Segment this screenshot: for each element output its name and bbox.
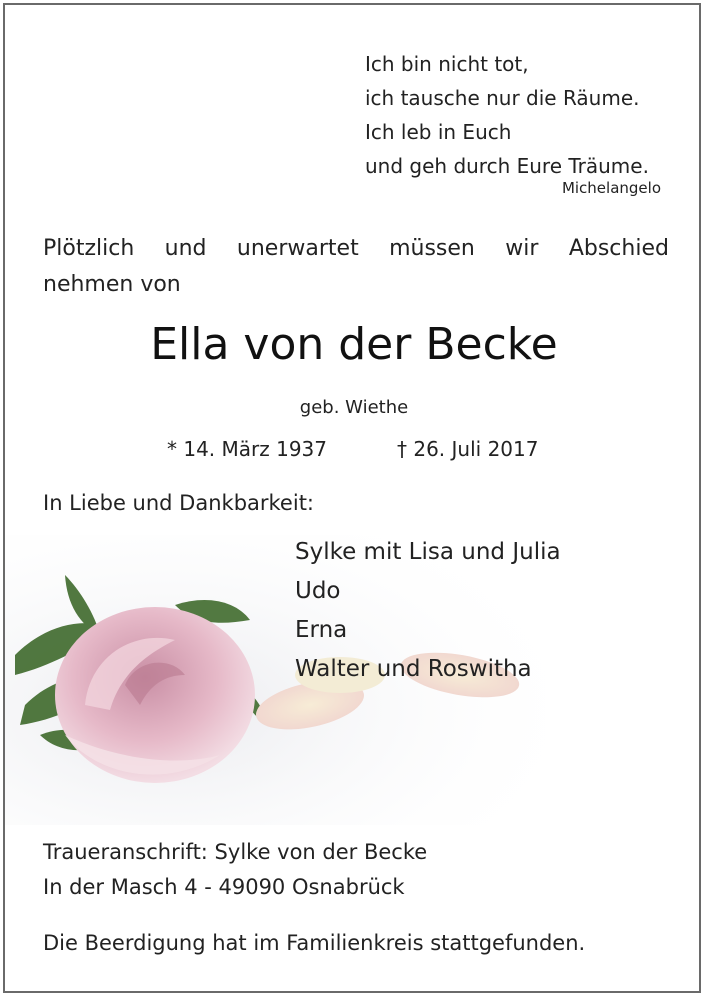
poem-line: und geh durch Eure Träume. <box>365 154 649 178</box>
funeral-note: Die Beerdigung hat im Familienkreis stattgefunden. <box>43 931 586 955</box>
poem-line: Ich leb in Euch <box>365 120 512 144</box>
intro-word: Plötzlich <box>43 236 135 261</box>
intro-word: Abschied <box>568 236 669 261</box>
intro-word: unerwartet <box>236 236 359 261</box>
family-list <box>295 533 561 689</box>
intro-line-2: nehmen von <box>43 272 181 297</box>
intro-word: und <box>164 236 207 261</box>
intro-text <box>43 231 669 303</box>
intro-line-1 <box>43 231 669 267</box>
intro-word: müssen <box>389 236 475 261</box>
poem-line: ich tausche nur die Räume. <box>365 86 640 110</box>
poem-line: Ich bin nicht tot, <box>365 52 529 76</box>
rose-bloom <box>55 607 255 783</box>
poem <box>365 47 649 183</box>
intro-word: wir <box>505 236 539 261</box>
family-member: Sylke mit Lisa und Julia <box>295 539 561 565</box>
death-date: † 26. Juli 2017 <box>397 437 539 461</box>
address-line: In der Masch 4 - 49090 Osnabrück <box>43 875 405 899</box>
birth-date: * 14. März 1937 <box>167 437 328 461</box>
thanks-heading: In Liebe und Dankbarkeit: <box>43 491 315 515</box>
deceased-name: Ella von der Becke <box>150 319 558 370</box>
family-member: Udo <box>295 578 341 604</box>
mourning-address <box>43 835 427 905</box>
family-member: Erna <box>295 617 348 643</box>
maiden-name: geb. Wiethe <box>299 397 409 418</box>
obituary-card <box>3 3 701 993</box>
poem-author: Michelangelo <box>561 179 661 197</box>
address-line: Traueranschrift: Sylke von der Becke <box>43 840 428 864</box>
family-member: Walter und Roswitha <box>295 656 532 682</box>
